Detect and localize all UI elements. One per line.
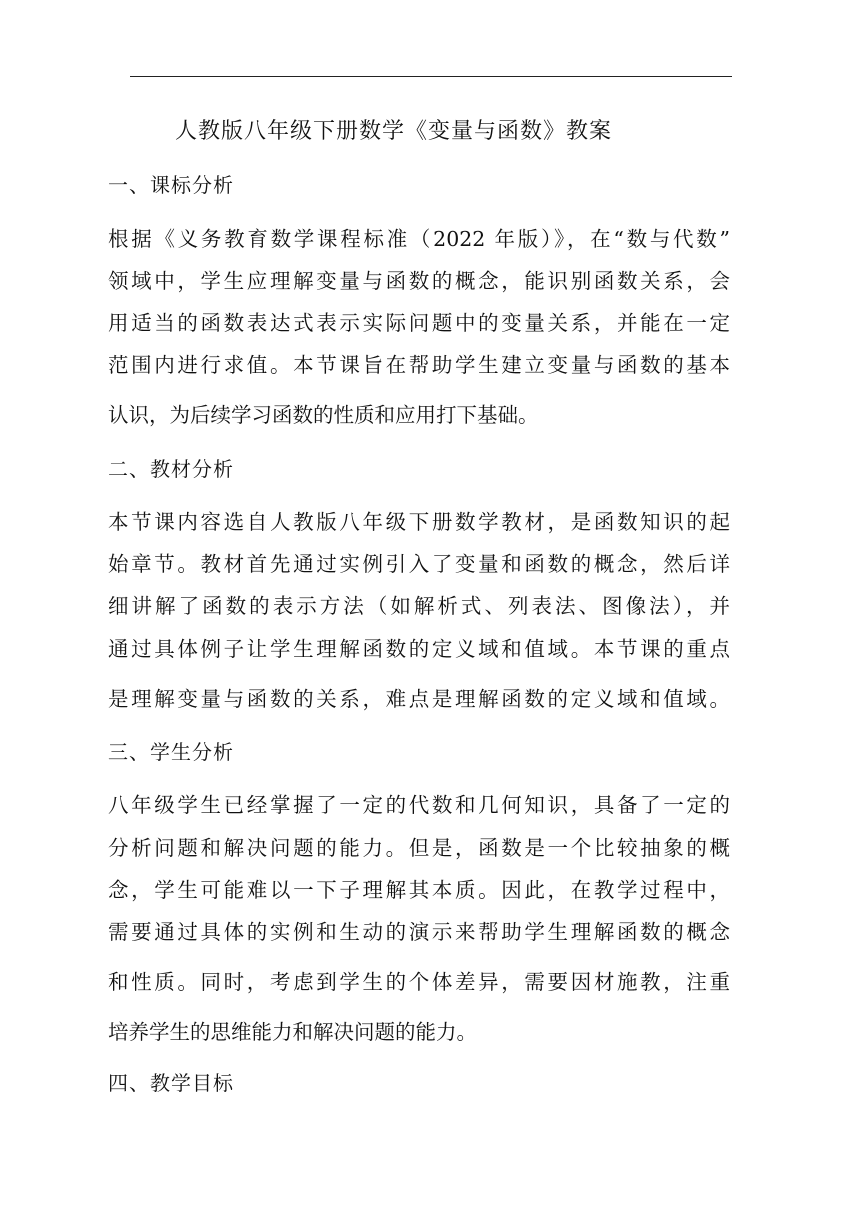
document-title: 人教版八年级下册数学《变量与函数》教案 <box>175 119 613 144</box>
paragraph-line: 范围内进行求值。本节课旨在帮助学生建立变量与函数的基本 <box>108 353 730 377</box>
paragraph-line: 认识，为后续学习函数的性质和应用打下基础。 <box>108 403 539 427</box>
paragraph-line: 念，学生可能难以一下子理解其本质。因此，在教学过程中， <box>108 878 730 902</box>
paragraph-line: 根据《义务教育数学课程标准（2022 年版）》，在“数与代数” <box>108 227 730 251</box>
paragraph-line: 八年级学生已经掌握了一定的代数和几何知识，具备了一定的 <box>108 793 730 817</box>
section-heading-curriculum: 一、课标分析 <box>108 173 234 197</box>
paragraph-line: 用适当的函数表达式表示实际问题中的变量关系，并能在一定 <box>108 311 730 335</box>
paragraph-line: 是理解变量与函数的关系，难点是理解函数的定义域和值域。 <box>108 687 730 711</box>
section-heading-objectives: 四、教学目标 <box>108 1071 234 1095</box>
paragraph-line: 细讲解了函数的表示方法（如解析式、列表法、图像法），并 <box>108 594 730 618</box>
paragraph-line: 领域中，学生应理解变量与函数的概念，能识别函数关系，会 <box>108 269 730 293</box>
section-heading-students: 三、学生分析 <box>108 740 234 764</box>
paragraph-line: 需要通过具体的实例和生动的演示来帮助学生理解函数的概念 <box>108 920 730 944</box>
paragraph-line: 本节课内容选自人教版八年级下册数学教材，是函数知识的起 <box>108 510 730 534</box>
section-heading-textbook: 二、教材分析 <box>108 457 234 481</box>
paragraph-line: 通过具体例子让学生理解函数的定义域和值域。本节课的重点 <box>108 637 730 661</box>
paragraph-line: 始章节。教材首先通过实例引入了变量和函数的概念，然后详 <box>108 552 730 576</box>
paragraph-line: 和性质。同时，考虑到学生的个体差异，需要因材施教，注重 <box>108 970 730 994</box>
paragraph-line: 培养学生的思维能力和解决问题的能力。 <box>108 1020 477 1044</box>
header-rule <box>130 76 732 77</box>
paragraph-line: 分析问题和解决问题的能力。但是，函数是一个比较抽象的概 <box>108 836 730 860</box>
